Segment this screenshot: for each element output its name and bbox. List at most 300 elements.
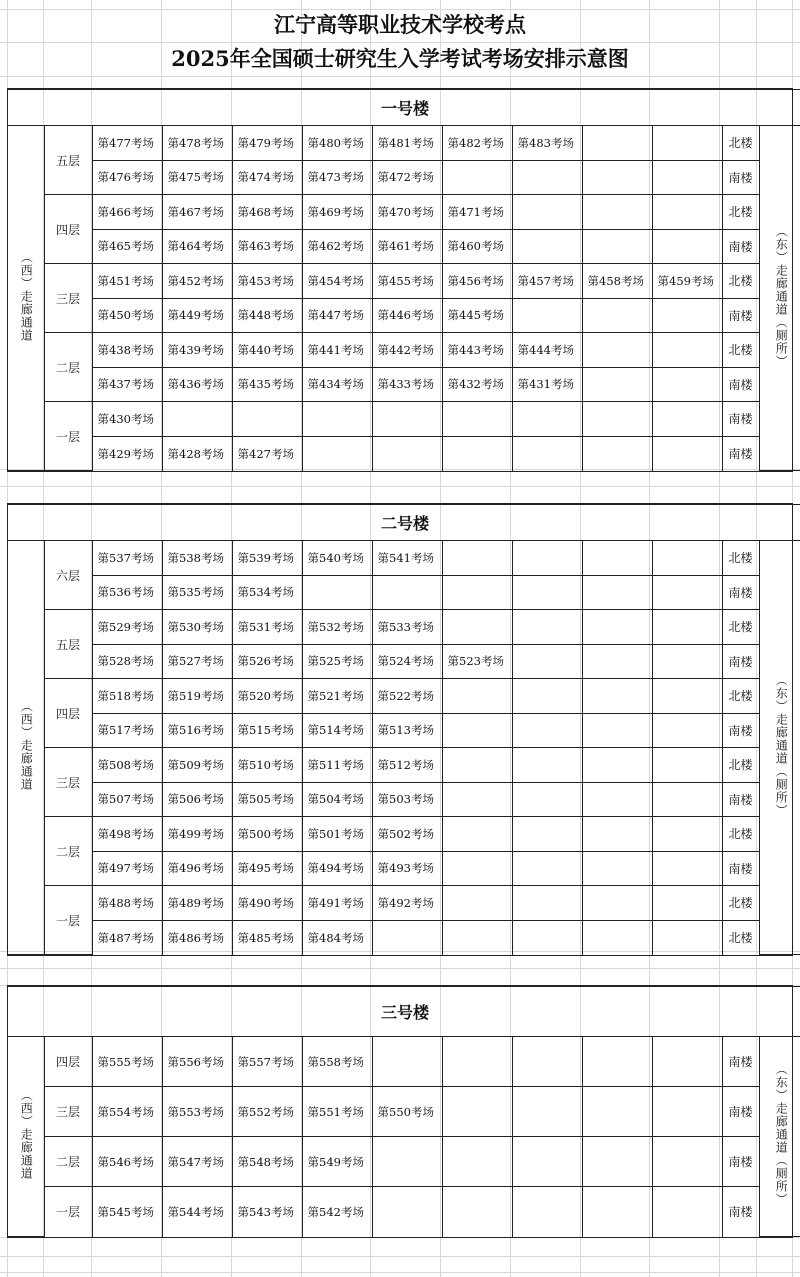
exam-room-cell: 第489考场 [162, 886, 232, 921]
empty-cell [442, 160, 512, 195]
exam-room-cell: 第510考场 [232, 748, 302, 783]
exam-room-cell: 第491考场 [302, 886, 372, 921]
building-name: 三号楼 [8, 987, 800, 1037]
empty-cell [582, 851, 652, 886]
exam-room-cell: 第452考场 [162, 264, 232, 299]
empty-cell [582, 195, 652, 230]
floor-label: 四层 [44, 195, 92, 264]
wing-label: 南楼 [722, 367, 759, 402]
exam-room-cell: 第482考场 [442, 126, 512, 161]
empty-cell [652, 920, 722, 955]
empty-cell [512, 1137, 582, 1187]
empty-cell [582, 126, 652, 161]
empty-cell [372, 920, 442, 955]
exam-room-cell: 第437考场 [92, 367, 162, 402]
floor-label: 四层 [44, 1037, 92, 1087]
table-row [8, 229, 800, 264]
wing-label: 南楼 [722, 575, 759, 610]
exam-room-cell: 第517考场 [92, 713, 162, 748]
empty-cell [442, 920, 512, 955]
table-row [8, 264, 800, 299]
building-name: 一号楼 [8, 90, 800, 126]
empty-cell [442, 436, 512, 471]
empty-cell [512, 782, 582, 817]
exam-room-cell: 第429考场 [92, 436, 162, 471]
exam-room-cell: 第537考场 [92, 541, 162, 576]
table-row [8, 644, 800, 679]
exam-room-cell: 第544考场 [162, 1187, 232, 1237]
building-1-block [7, 88, 793, 472]
empty-cell [512, 541, 582, 576]
exam-room-cell: 第549考场 [302, 1137, 372, 1187]
west-corridor-text: （西）走廊通道 [19, 250, 34, 342]
exam-room-cell: 第431考场 [512, 367, 582, 402]
exam-room-cell: 第530考场 [162, 610, 232, 645]
table-row [8, 541, 800, 576]
empty-cell [512, 886, 582, 921]
empty-cell [582, 367, 652, 402]
exam-room-cell: 第446考场 [372, 298, 442, 333]
empty-cell [512, 575, 582, 610]
exam-room-cell: 第453考场 [232, 264, 302, 299]
exam-room-cell: 第533考场 [372, 610, 442, 645]
empty-cell [372, 1037, 442, 1087]
wing-label: 北楼 [722, 748, 759, 783]
table-row [8, 575, 800, 610]
table-row [8, 1137, 800, 1187]
exam-room-cell: 第543考场 [232, 1187, 302, 1237]
empty-cell [652, 713, 722, 748]
exam-room-cell: 第527考场 [162, 644, 232, 679]
exam-room-cell: 第520考场 [232, 679, 302, 714]
exam-room-cell: 第478考场 [162, 126, 232, 161]
table-row [8, 817, 800, 852]
empty-cell [512, 713, 582, 748]
table-row [8, 333, 800, 368]
exam-room-cell: 第447考场 [302, 298, 372, 333]
east-corridor-label [759, 1037, 800, 1237]
exam-room-cell: 第464考场 [162, 229, 232, 264]
empty-cell [652, 298, 722, 333]
exam-room-cell: 第455考场 [372, 264, 442, 299]
table-row [8, 851, 800, 886]
wing-label: 北楼 [722, 679, 759, 714]
empty-cell [372, 436, 442, 471]
exam-room-cell: 第484考场 [302, 920, 372, 955]
wing-label: 南楼 [722, 1187, 759, 1237]
wing-label: 南楼 [722, 436, 759, 471]
wing-label: 南楼 [722, 160, 759, 195]
exam-room-cell: 第470考场 [372, 195, 442, 230]
empty-cell [652, 367, 722, 402]
empty-cell [582, 644, 652, 679]
floor-label: 三层 [44, 748, 92, 817]
empty-cell [652, 436, 722, 471]
table-row [8, 610, 800, 645]
empty-cell [582, 541, 652, 576]
empty-cell [582, 748, 652, 783]
exam-room-cell: 第434考场 [302, 367, 372, 402]
floor-label: 三层 [44, 1087, 92, 1137]
exam-room-cell: 第439考场 [162, 333, 232, 368]
empty-cell [582, 713, 652, 748]
empty-cell [512, 679, 582, 714]
building-2-block [7, 503, 793, 956]
wing-label: 南楼 [722, 402, 759, 437]
exam-room-cell: 第458考场 [582, 264, 652, 299]
exam-room-cell: 第481考场 [372, 126, 442, 161]
exam-room-cell: 第466考场 [92, 195, 162, 230]
exam-room-cell: 第524考场 [372, 644, 442, 679]
exam-room-cell: 第457考场 [512, 264, 582, 299]
empty-cell [442, 610, 512, 645]
exam-room-cell: 第445考场 [442, 298, 512, 333]
empty-cell [582, 1037, 652, 1087]
exam-room-cell: 第454考场 [302, 264, 372, 299]
exam-room-cell: 第475考场 [162, 160, 232, 195]
exam-room-cell: 第469考场 [302, 195, 372, 230]
exam-room-cell: 第506考场 [162, 782, 232, 817]
exam-room-cell: 第440考场 [232, 333, 302, 368]
wing-label: 北楼 [722, 610, 759, 645]
exam-room-cell: 第430考场 [92, 402, 162, 437]
page-title-line1: 江宁高等职业技术学校考点 [274, 12, 526, 37]
empty-cell [442, 679, 512, 714]
empty-cell [652, 679, 722, 714]
empty-cell [652, 1037, 722, 1087]
exam-room-cell: 第525考场 [302, 644, 372, 679]
exam-room-cell: 第556考场 [162, 1037, 232, 1087]
exam-room-cell: 第433考场 [372, 367, 442, 402]
empty-cell [512, 160, 582, 195]
wing-label: 南楼 [722, 1037, 759, 1087]
empty-cell [652, 1087, 722, 1137]
empty-cell [372, 1137, 442, 1187]
exam-room-cell: 第505考场 [232, 782, 302, 817]
wing-label: 北楼 [722, 126, 759, 161]
empty-cell [512, 195, 582, 230]
table-row [8, 367, 800, 402]
table-row [8, 886, 800, 921]
exam-room-cell: 第442考场 [372, 333, 442, 368]
exam-room-cell: 第552考场 [232, 1087, 302, 1137]
east-corridor-label [759, 541, 800, 955]
empty-cell [442, 402, 512, 437]
wing-label: 北楼 [722, 817, 759, 852]
exam-room-cell: 第541考场 [372, 541, 442, 576]
empty-cell [582, 610, 652, 645]
exam-room-cell: 第534考场 [232, 575, 302, 610]
exam-room-cell: 第501考场 [302, 817, 372, 852]
exam-room-cell: 第516考场 [162, 713, 232, 748]
exam-room-cell: 第531考场 [232, 610, 302, 645]
exam-room-cell: 第523考场 [442, 644, 512, 679]
exam-room-cell: 第519考场 [162, 679, 232, 714]
empty-cell [442, 782, 512, 817]
empty-cell [582, 298, 652, 333]
exam-room-cell: 第536考场 [92, 575, 162, 610]
empty-cell [442, 1087, 512, 1137]
empty-cell [512, 748, 582, 783]
table-row [8, 126, 800, 161]
exam-room-cell: 第518考场 [92, 679, 162, 714]
empty-cell [582, 817, 652, 852]
exam-room-cell: 第504考场 [302, 782, 372, 817]
table-row [8, 748, 800, 783]
exam-room-cell: 第465考场 [92, 229, 162, 264]
empty-cell [582, 782, 652, 817]
exam-room-cell: 第485考场 [232, 920, 302, 955]
exam-room-cell: 第476考场 [92, 160, 162, 195]
wing-label: 南楼 [722, 713, 759, 748]
exam-room-cell: 第492考场 [372, 886, 442, 921]
exam-room-cell: 第468考场 [232, 195, 302, 230]
exam-room-cell: 第539考场 [232, 541, 302, 576]
empty-cell [512, 817, 582, 852]
empty-cell [512, 851, 582, 886]
west-corridor-text: （西）走廊通道 [19, 1089, 34, 1180]
empty-cell [582, 575, 652, 610]
exam-room-cell: 第526考场 [232, 644, 302, 679]
exam-room-cell: 第493考场 [372, 851, 442, 886]
wing-label: 南楼 [722, 782, 759, 817]
exam-room-cell: 第555考场 [92, 1037, 162, 1087]
empty-cell [442, 886, 512, 921]
wing-label: 南楼 [722, 851, 759, 886]
exam-room-cell: 第435考场 [232, 367, 302, 402]
empty-cell [582, 160, 652, 195]
empty-cell [652, 1187, 722, 1237]
empty-cell [372, 575, 442, 610]
exam-room-cell: 第490考场 [232, 886, 302, 921]
empty-cell [652, 644, 722, 679]
floor-label: 五层 [44, 610, 92, 679]
empty-cell [512, 229, 582, 264]
exam-room-cell: 第449考场 [162, 298, 232, 333]
empty-cell [582, 333, 652, 368]
exam-room-cell: 第444考场 [512, 333, 582, 368]
empty-cell [302, 402, 372, 437]
empty-cell [302, 436, 372, 471]
empty-cell [442, 748, 512, 783]
exam-room-cell: 第522考场 [372, 679, 442, 714]
empty-cell [512, 644, 582, 679]
empty-cell [582, 1187, 652, 1237]
exam-room-cell: 第473考场 [302, 160, 372, 195]
exam-room-cell: 第508考场 [92, 748, 162, 783]
exam-room-cell: 第546考场 [92, 1137, 162, 1187]
wing-label: 南楼 [722, 1087, 759, 1137]
exam-room-cell: 第495考场 [232, 851, 302, 886]
exam-room-cell: 第512考场 [372, 748, 442, 783]
exam-room-cell: 第557考场 [232, 1037, 302, 1087]
floor-label: 二层 [44, 817, 92, 886]
floor-label: 五层 [44, 126, 92, 195]
empty-cell [442, 713, 512, 748]
exam-room-cell: 第467考场 [162, 195, 232, 230]
empty-cell [582, 402, 652, 437]
exam-room-cell: 第540考场 [302, 541, 372, 576]
exam-room-cell: 第548考场 [232, 1137, 302, 1187]
empty-cell [652, 195, 722, 230]
exam-room-cell: 第459考场 [652, 264, 722, 299]
empty-cell [582, 229, 652, 264]
building-1-table [8, 89, 800, 471]
exam-room-cell: 第461考场 [372, 229, 442, 264]
empty-cell [442, 817, 512, 852]
exam-room-cell: 第528考场 [92, 644, 162, 679]
table-row [8, 782, 800, 817]
empty-cell [442, 851, 512, 886]
wing-label: 南楼 [722, 1137, 759, 1187]
exam-room-cell: 第554考场 [92, 1087, 162, 1137]
exam-room-cell: 第521考场 [302, 679, 372, 714]
exam-room-cell: 第428考场 [162, 436, 232, 471]
exam-room-cell: 第497考场 [92, 851, 162, 886]
exam-room-cell: 第545考场 [92, 1187, 162, 1237]
exam-room-cell: 第532考场 [302, 610, 372, 645]
wing-label: 南楼 [722, 298, 759, 333]
exam-room-cell: 第551考场 [302, 1087, 372, 1137]
floor-label: 一层 [44, 886, 92, 955]
empty-cell [652, 402, 722, 437]
table-row [8, 679, 800, 714]
exam-room-cell: 第507考场 [92, 782, 162, 817]
wing-label: 北楼 [722, 333, 759, 368]
wing-label: 北楼 [722, 195, 759, 230]
empty-cell [512, 298, 582, 333]
exam-room-cell: 第436考场 [162, 367, 232, 402]
empty-cell [372, 1187, 442, 1237]
exam-room-cell: 第438考场 [92, 333, 162, 368]
exam-room-cell: 第502考场 [372, 817, 442, 852]
building-name: 二号楼 [8, 505, 800, 541]
empty-cell [232, 402, 302, 437]
empty-cell [652, 333, 722, 368]
west-corridor-text: （西）走廊通道 [19, 700, 34, 791]
exam-room-cell: 第427考场 [232, 436, 302, 471]
empty-cell [512, 920, 582, 955]
exam-room-cell: 第460考场 [442, 229, 512, 264]
table-row [8, 1187, 800, 1237]
empty-cell [582, 886, 652, 921]
empty-cell [582, 436, 652, 471]
floor-label: 二层 [44, 1137, 92, 1187]
empty-cell [652, 851, 722, 886]
empty-cell [652, 610, 722, 645]
exam-room-cell: 第456考场 [442, 264, 512, 299]
exam-room-cell: 第503考场 [372, 782, 442, 817]
exam-room-cell: 第463考场 [232, 229, 302, 264]
empty-cell [652, 126, 722, 161]
exam-room-cell: 第514考场 [302, 713, 372, 748]
empty-cell [582, 679, 652, 714]
exam-room-cell: 第441考场 [302, 333, 372, 368]
building-3-block [7, 985, 793, 1238]
empty-cell [162, 402, 232, 437]
exam-room-cell: 第498考场 [92, 817, 162, 852]
empty-cell [512, 1037, 582, 1087]
exam-room-cell: 第500考场 [232, 817, 302, 852]
empty-cell [652, 541, 722, 576]
floor-label: 六层 [44, 541, 92, 610]
empty-cell [512, 610, 582, 645]
wing-label: 北楼 [722, 886, 759, 921]
exam-room-cell: 第443考场 [442, 333, 512, 368]
empty-cell [442, 575, 512, 610]
floor-label: 一层 [44, 402, 92, 471]
empty-cell [652, 748, 722, 783]
exam-room-cell: 第488考场 [92, 886, 162, 921]
empty-cell [442, 1037, 512, 1087]
table-row [8, 713, 800, 748]
floor-label: 一层 [44, 1187, 92, 1237]
empty-cell [652, 782, 722, 817]
empty-cell [512, 1087, 582, 1137]
east-corridor-text: （东）走廊通道（厕所） [774, 224, 789, 368]
table-row [8, 160, 800, 195]
exam-room-cell: 第483考场 [512, 126, 582, 161]
east-corridor-text: （东）走廊通道（厕所） [774, 1063, 789, 1206]
empty-cell [442, 541, 512, 576]
empty-cell [652, 886, 722, 921]
building-2-table [8, 504, 800, 955]
exam-room-cell: 第535考场 [162, 575, 232, 610]
exam-room-cell: 第486考场 [162, 920, 232, 955]
exam-room-cell: 第550考场 [372, 1087, 442, 1137]
west-corridor-label [8, 1037, 44, 1237]
empty-cell [582, 1137, 652, 1187]
empty-cell [512, 1187, 582, 1237]
wing-label: 北楼 [722, 264, 759, 299]
wing-label: 南楼 [722, 229, 759, 264]
exam-room-cell: 第538考场 [162, 541, 232, 576]
exam-room-cell: 第499考场 [162, 817, 232, 852]
exam-room-cell: 第558考场 [302, 1037, 372, 1087]
west-corridor-label [8, 541, 44, 955]
table-row [8, 436, 800, 471]
exam-room-cell: 第448考场 [232, 298, 302, 333]
wing-label: 北楼 [722, 920, 759, 955]
empty-cell [372, 402, 442, 437]
empty-cell [442, 1187, 512, 1237]
west-corridor-label [8, 126, 44, 471]
exam-room-cell: 第511考场 [302, 748, 372, 783]
exam-room-cell: 第529考场 [92, 610, 162, 645]
exam-room-cell: 第494考场 [302, 851, 372, 886]
table-row [8, 1087, 800, 1137]
exam-room-cell: 第479考场 [232, 126, 302, 161]
empty-cell [582, 920, 652, 955]
empty-cell [652, 160, 722, 195]
east-corridor-label [759, 126, 800, 471]
exam-room-cell: 第515考场 [232, 713, 302, 748]
table-row [8, 298, 800, 333]
exam-room-cell: 第450考场 [92, 298, 162, 333]
exam-room-cell: 第487考场 [92, 920, 162, 955]
wing-label: 南楼 [722, 644, 759, 679]
floor-label: 四层 [44, 679, 92, 748]
empty-cell [652, 817, 722, 852]
exam-room-cell: 第451考场 [92, 264, 162, 299]
exam-room-cell: 第472考场 [372, 160, 442, 195]
table-row [8, 1037, 800, 1087]
page-title-line2: 2025年全国硕士研究生入学考试考场安排示意图 [171, 46, 629, 71]
exam-room-cell: 第462考场 [302, 229, 372, 264]
empty-cell [582, 1087, 652, 1137]
exam-room-cell: 第471考场 [442, 195, 512, 230]
floor-label: 三层 [44, 264, 92, 333]
